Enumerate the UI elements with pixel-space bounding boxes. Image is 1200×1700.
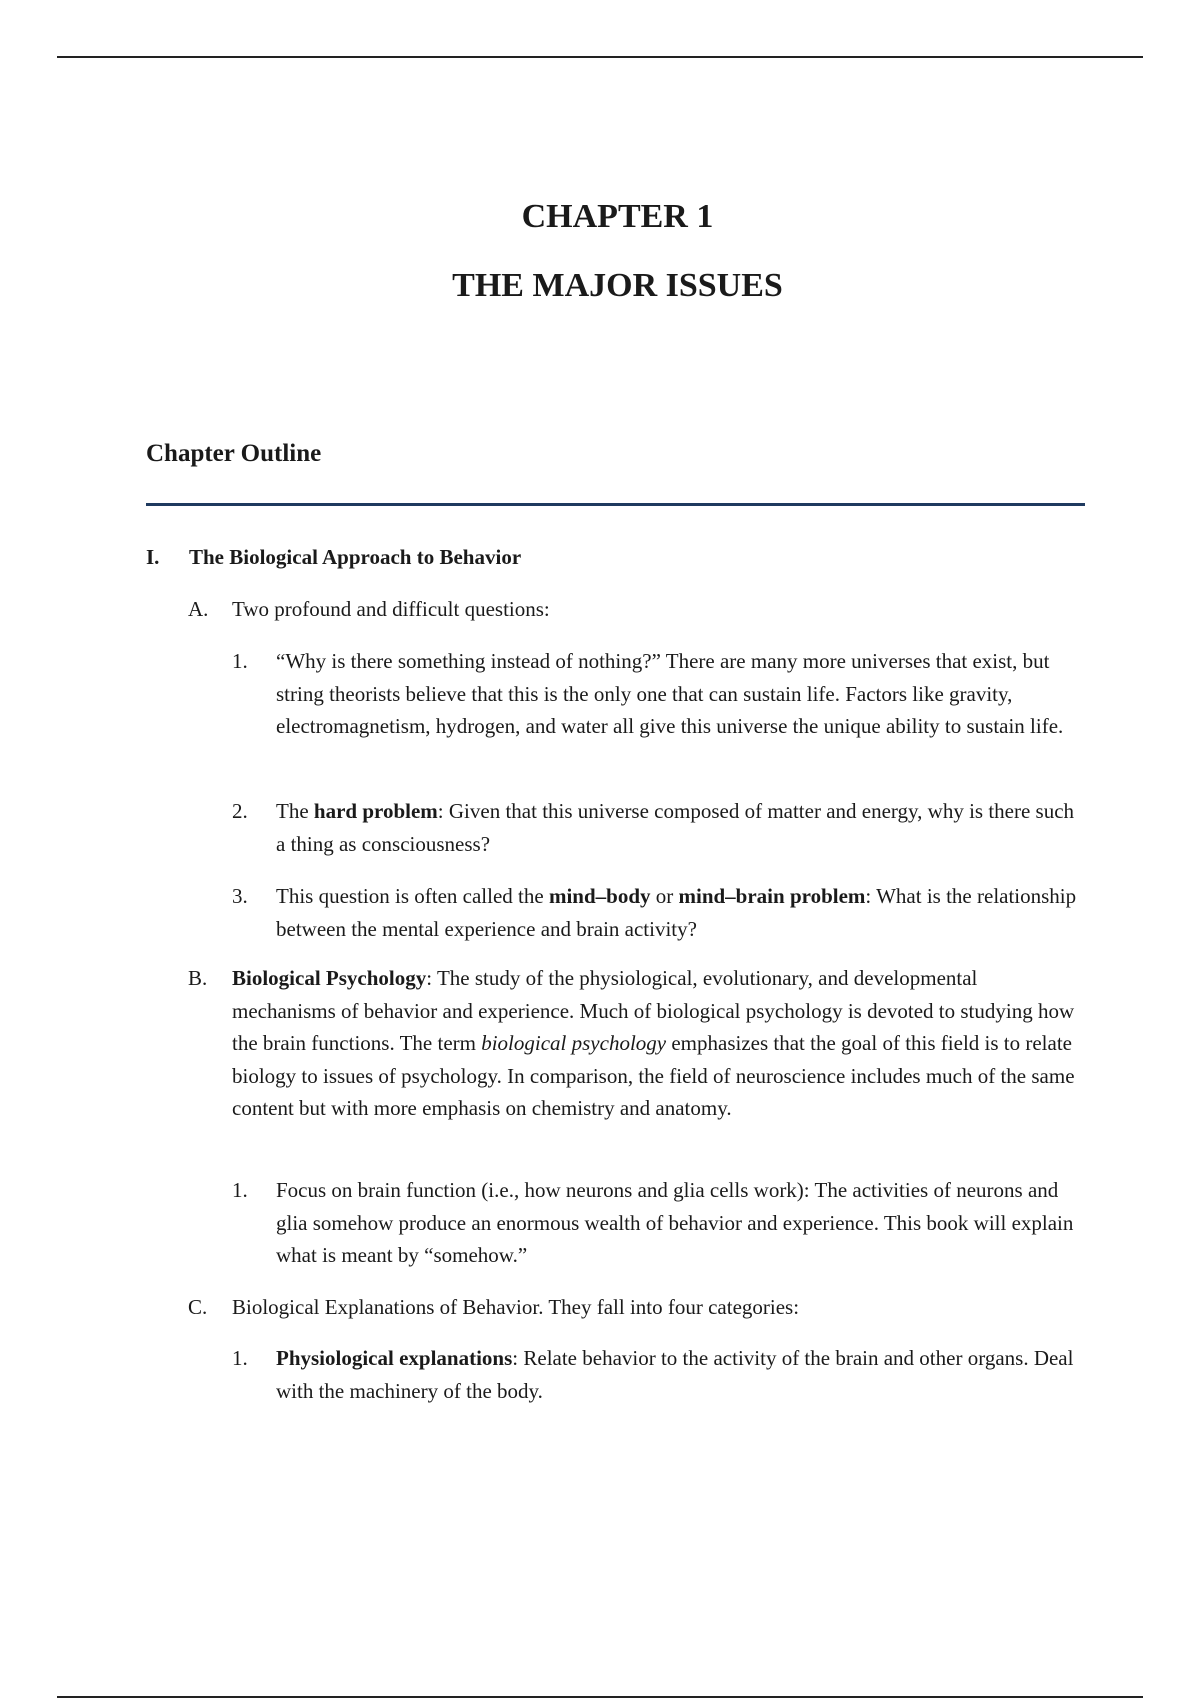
chapter-number: CHAPTER 1 [521, 198, 714, 235]
italic-term: biological psychology [481, 1031, 667, 1055]
text-rest: : Relate behavior to the activity of the brain and other organs. Deal with the machinery of the body. [276, 1346, 1074, 1403]
term-biological-psychology: Biological Psychology [232, 966, 427, 990]
item-marker: 1. [232, 1178, 248, 1202]
text-post: : What is the relationship between the mental experience and brain activity? [276, 884, 1077, 941]
bottom-rule [57, 1696, 1143, 1698]
text-post: : Given that this universe composed of matter and energy, why is there such a thing as consciousness? [276, 799, 1075, 856]
item-text: Two profound and difficult questions: [232, 597, 550, 621]
text-pre: This question is often called the [276, 884, 549, 908]
term-physiological-explanations: Physiological explanations [276, 1346, 513, 1370]
top-rule [57, 56, 1143, 58]
chapter-title: THE MAJOR ISSUES [452, 267, 783, 304]
item-marker: C. [188, 1295, 208, 1319]
item-text [232, 962, 1085, 1125]
item-text [276, 795, 1081, 860]
item-text [276, 1342, 1081, 1407]
term-mind-body: mind–body [548, 884, 651, 908]
item-marker: 3. [232, 884, 248, 908]
term-hard-problem: hard problem [313, 799, 438, 823]
item-marker: B. [188, 966, 208, 990]
item-text [276, 880, 1081, 945]
section-title: The Biological Approach to Behavior [189, 545, 522, 569]
item-marker: 1. [232, 649, 248, 673]
item-text: Biological Explanations of Behavior. They fall into four categories: [232, 1295, 800, 1319]
term-mind-brain-problem: mind–brain problem [678, 884, 866, 908]
text-pre: The [276, 799, 314, 823]
section-marker: I. [146, 545, 160, 569]
item-text: Focus on brain function (i.e., how neurons and glia cells work): The activities of neurons and glia somehow produce an enormous wealth of behavior and experience. This book will explain what is meant by “somehow.” [276, 1178, 1074, 1267]
outline-divider [146, 503, 1085, 506]
text-part-2: emphasizes that the goal of this field is to relate biology to issues of psychology. In comparison, the field of neuroscience includes much of the same content but with more emphasis on chemistry and anatomy. [232, 1031, 1075, 1120]
item-text: “Why is there something instead of nothing?” There are many more universes that exist, but string theorists believe that this is the only one that can sustain life. Factors like gravity, electromagnetism, hydrogen, and water all give this universe the unique ability to sustain life. [276, 649, 1064, 738]
text-mid: or [650, 884, 679, 908]
item-marker: 2. [232, 799, 248, 823]
item-marker: 1. [232, 1346, 248, 1370]
item-marker: A. [188, 597, 209, 621]
text-part-1: : The study of the physiological, evolutionary, and developmental mechanisms of behavior and experience. Much of biological psychology is devoted to studying how the brain functions. The term [232, 966, 1075, 1055]
outline-heading: Chapter Outline [146, 440, 322, 467]
